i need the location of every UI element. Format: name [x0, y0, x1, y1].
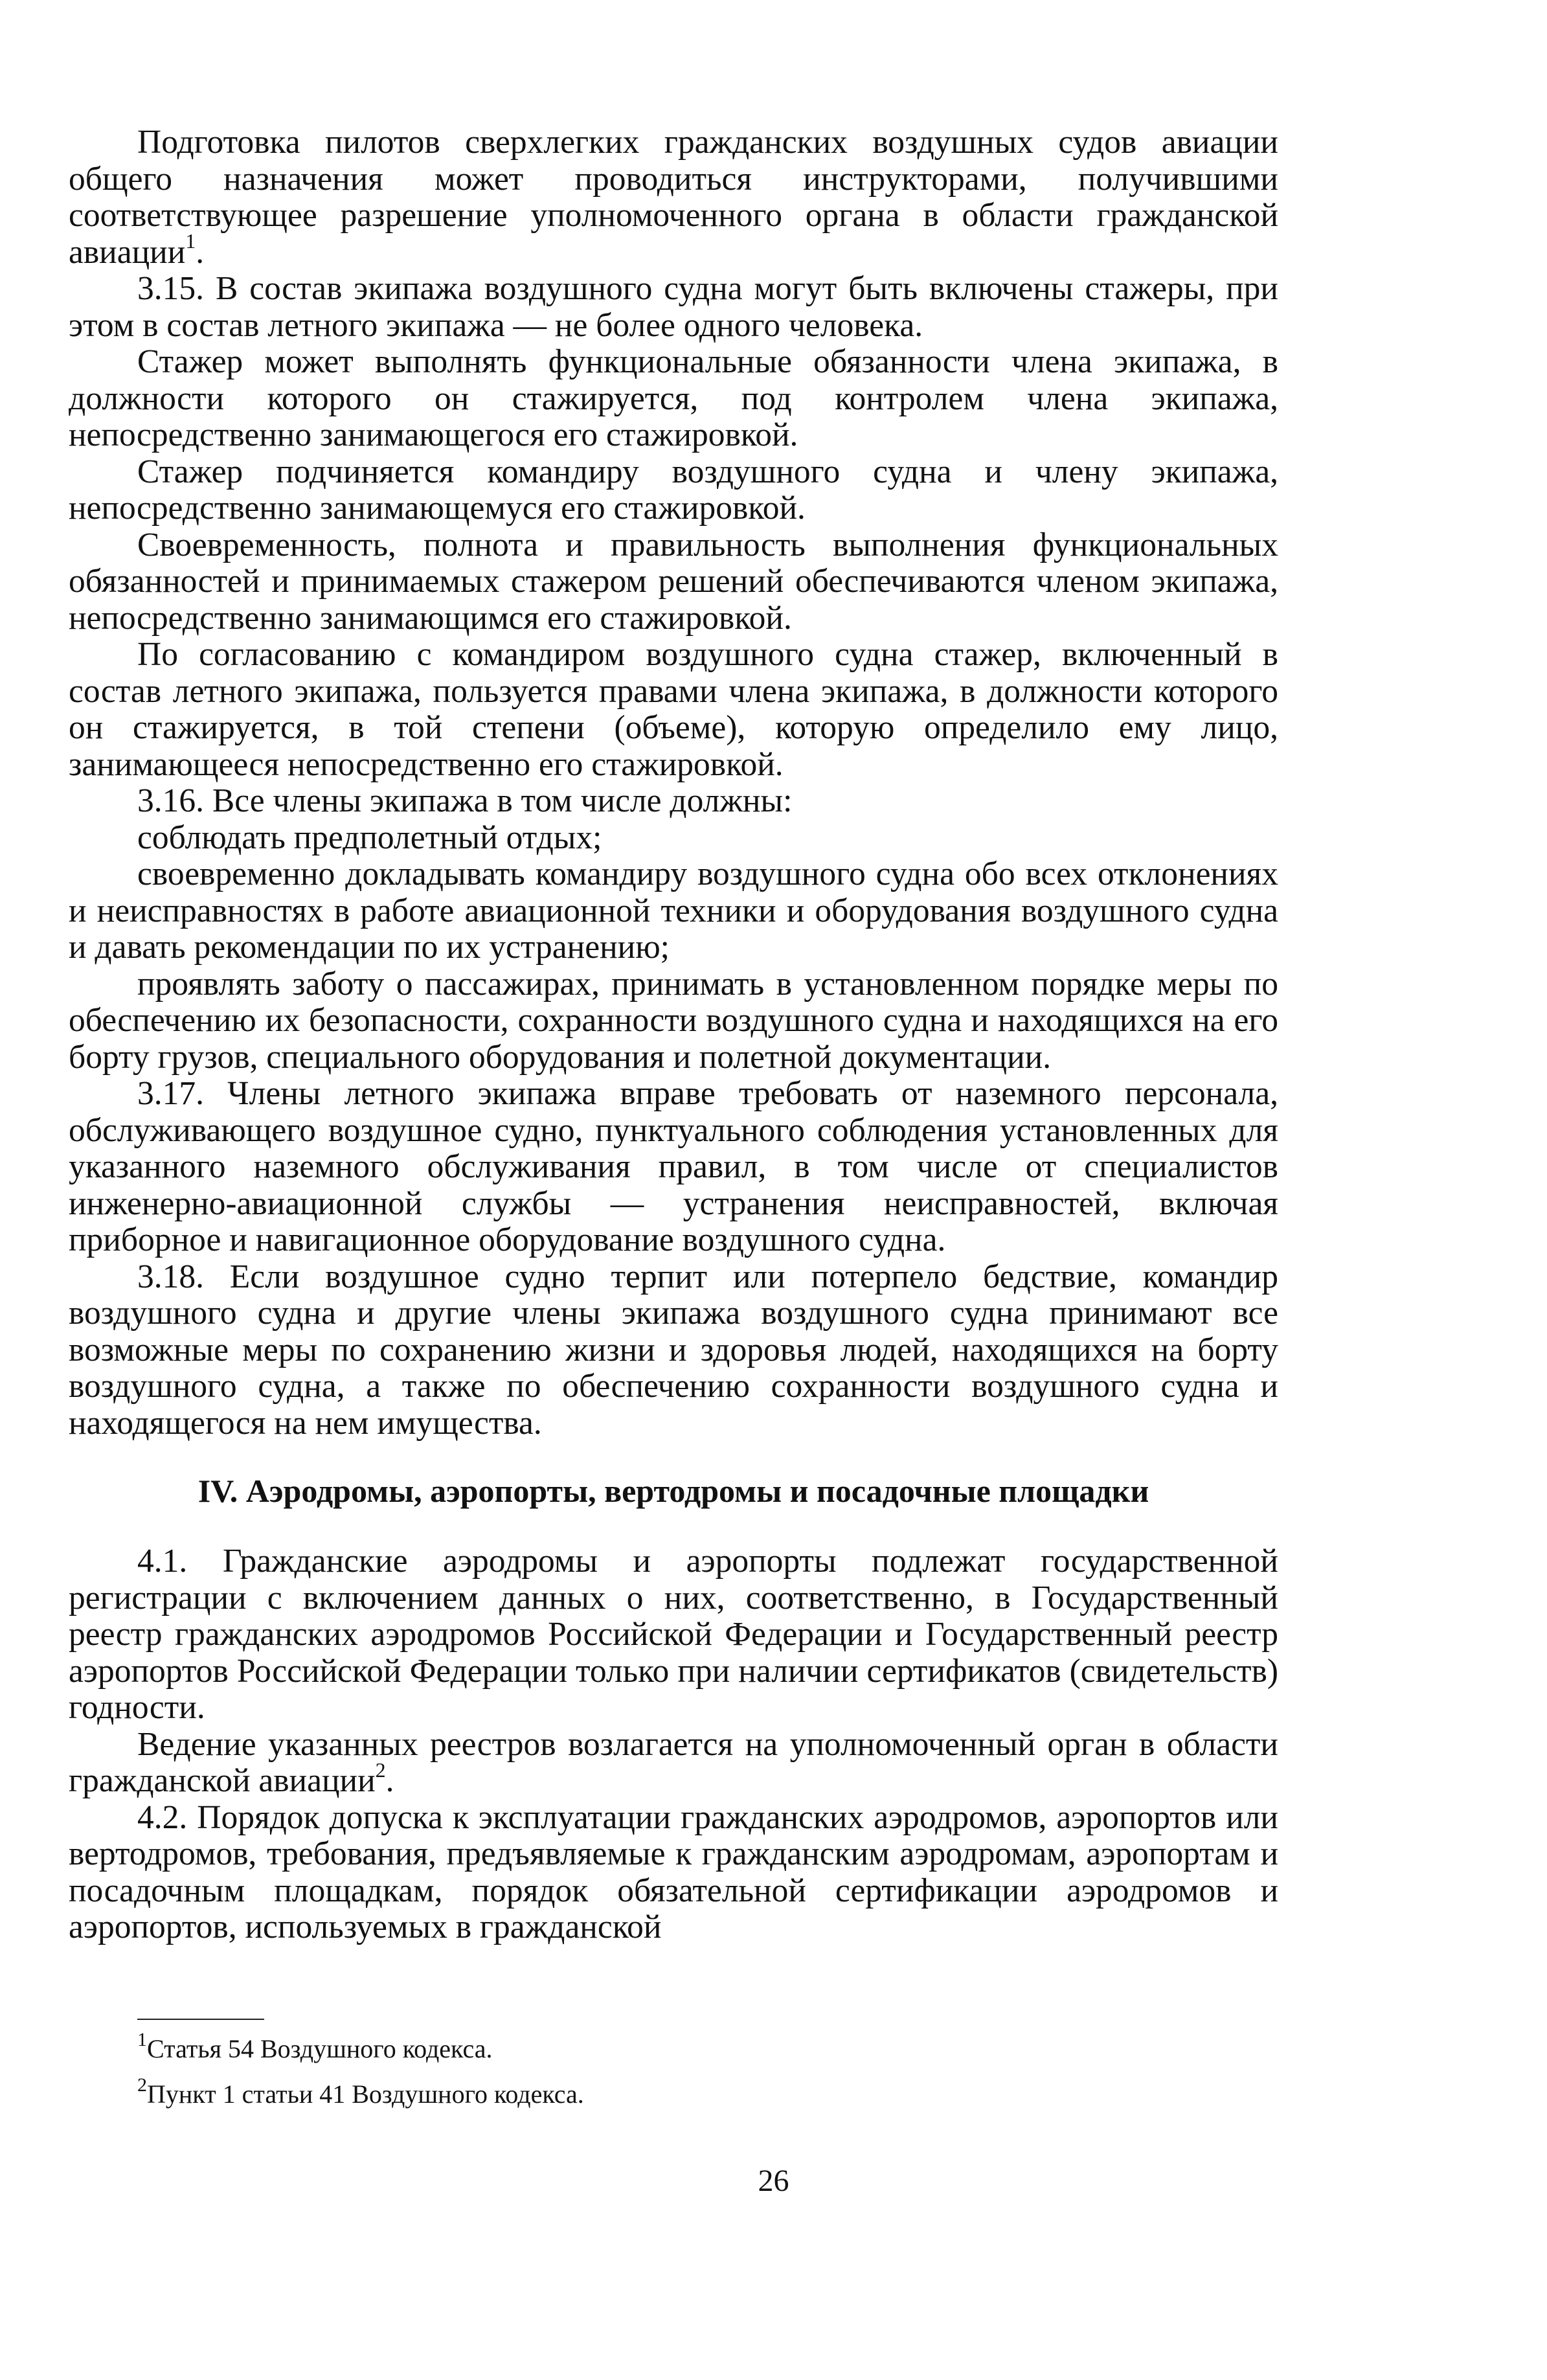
list-item-passengers: проявлять заботу о пассажирах, принимать в установленном порядке меры по обеспечению их безопасности, сохранности воздушного судна и находящихся на его борту грузов, специального оборудования и полетной документации.	[69, 965, 1278, 1076]
paragraph-text: Ведение указанных реестров возлагается на уполномоченный орган в области гражданской авиации	[69, 1725, 1278, 1799]
paragraph-text: Подготовка пилотов сверхлегких гражданских воздушных судов авиации общего назначения может проводиться инструкторами, получившими соответствующее разрешение уполномоченного органа в области гражданской авиации	[69, 124, 1278, 271]
page-number: 26	[758, 2164, 789, 2198]
footnote-mark: 1	[137, 2028, 147, 2050]
footnote-1	[137, 2028, 1238, 2065]
paragraph-trainee-responsibility: Своевременность, полнота и правильность выполнения функциональных обязанностей и принимаемых стажером решений обеспечиваются членом экипажа, непосредственно занимающимся его стажировкой.	[69, 526, 1278, 637]
footnote-ref-2: 2	[375, 1758, 386, 1782]
paragraph-pilot-training	[69, 124, 1278, 271]
paragraph-4-2: 4.2. Порядок допуска к эксплуатации гражданских аэродромов, аэропортов или вертодромов, требования, предъявляемые к гражданским аэродромам, аэропортам и посадочным площадкам, порядок обязательной сертификации аэродромов и аэропортов, используемых в гражданской	[69, 1798, 1278, 1945]
paragraph-trainee-duties: Стажер может выполнять функциональные обязанности члена экипажа, в должности которого он стажируется, под контролем члена экипажа, непосредственно занимающегося его стажировкой.	[69, 343, 1278, 453]
footnote-2	[137, 2074, 1238, 2111]
paragraph-3-15: 3.15. В состав экипажа воздушного судна могут быть включены стажеры, при этом в состав летного экипажа — не более одного человека.	[69, 270, 1278, 344]
list-item-report: своевременно докладывать командиру воздушного судна обо всех отклонениях и неисправностях в работе авиационной техники и оборудования воздушного судна и давать рекомендации по их устранению;	[69, 856, 1278, 966]
footnote-mark: 2	[137, 2074, 147, 2096]
paragraph-3-17: 3.17. Члены летного экипажа вправе требовать от наземного персонала, обслуживающего воздушное судно, пунктуального соблюдения установленных для указанного наземного обслуживания правил, в том числе от специалистов инженерно-авиационной службы — устранения неисправностей, включая приборное и навигационное оборудование воздушного судна.	[69, 1075, 1278, 1258]
paragraph-tail: .	[196, 233, 205, 271]
footnote-ref-1: 1	[185, 229, 196, 253]
paragraph-registry	[69, 1727, 1278, 1800]
paragraph-3-16: 3.16. Все члены экипажа в том числе должны:	[137, 782, 793, 819]
footnote-text: Пункт 1 статьи 41 Воздушного кодекса.	[147, 2080, 584, 2109]
paragraph-trainee-rights: По согласованию с командиром воздушного судна стажер, включенный в состав летного экипажа, пользуется правами члена экипажа, в должности которого он стажируется, в той степени (объеме), которую определило ему лицо, занимающееся непосредственно его стажировкой.	[69, 636, 1278, 783]
paragraph-tail: .	[385, 1762, 394, 1799]
paragraph-3-18: 3.18. Если воздушное судно терпит или потерпело бедствие, командир воздушного судна и другие члены экипажа воздушного судна принимают все возможные меры по сохранению жизни и здоровья людей, находящихся на борту воздушного судна, а также по обеспечению сохранности воздушного судна и находящегося на нем имущества.	[69, 1258, 1278, 1442]
main-text	[69, 124, 1278, 1946]
footnote-text: Статья 54 Воздушного кодекса.	[147, 2034, 493, 2063]
paragraph-4-1: 4.1. Гражданские аэродромы и аэропорты подлежат государственной регистрации с включением данных о них, соответственно, в Государственный реестр гражданских аэродромов Российской Федерации и Государственный реестр аэропортов Российской Федерации только при наличии сертификатов (свидетельств) годности.	[69, 1543, 1278, 1726]
list-item-rest: соблюдать предполетный отдых;	[137, 819, 602, 856]
section-heading: IV. Аэродромы, аэропорты, вертодромы и посадочные площадки	[198, 1473, 1149, 1509]
footnotes	[137, 2019, 1238, 2124]
paragraph-trainee-subordination: Стажер подчиняется командиру воздушного судна и члену экипажа, непосредственно занимающемуся его стажировкой.	[69, 453, 1278, 527]
footnote-separator	[137, 2019, 264, 2020]
